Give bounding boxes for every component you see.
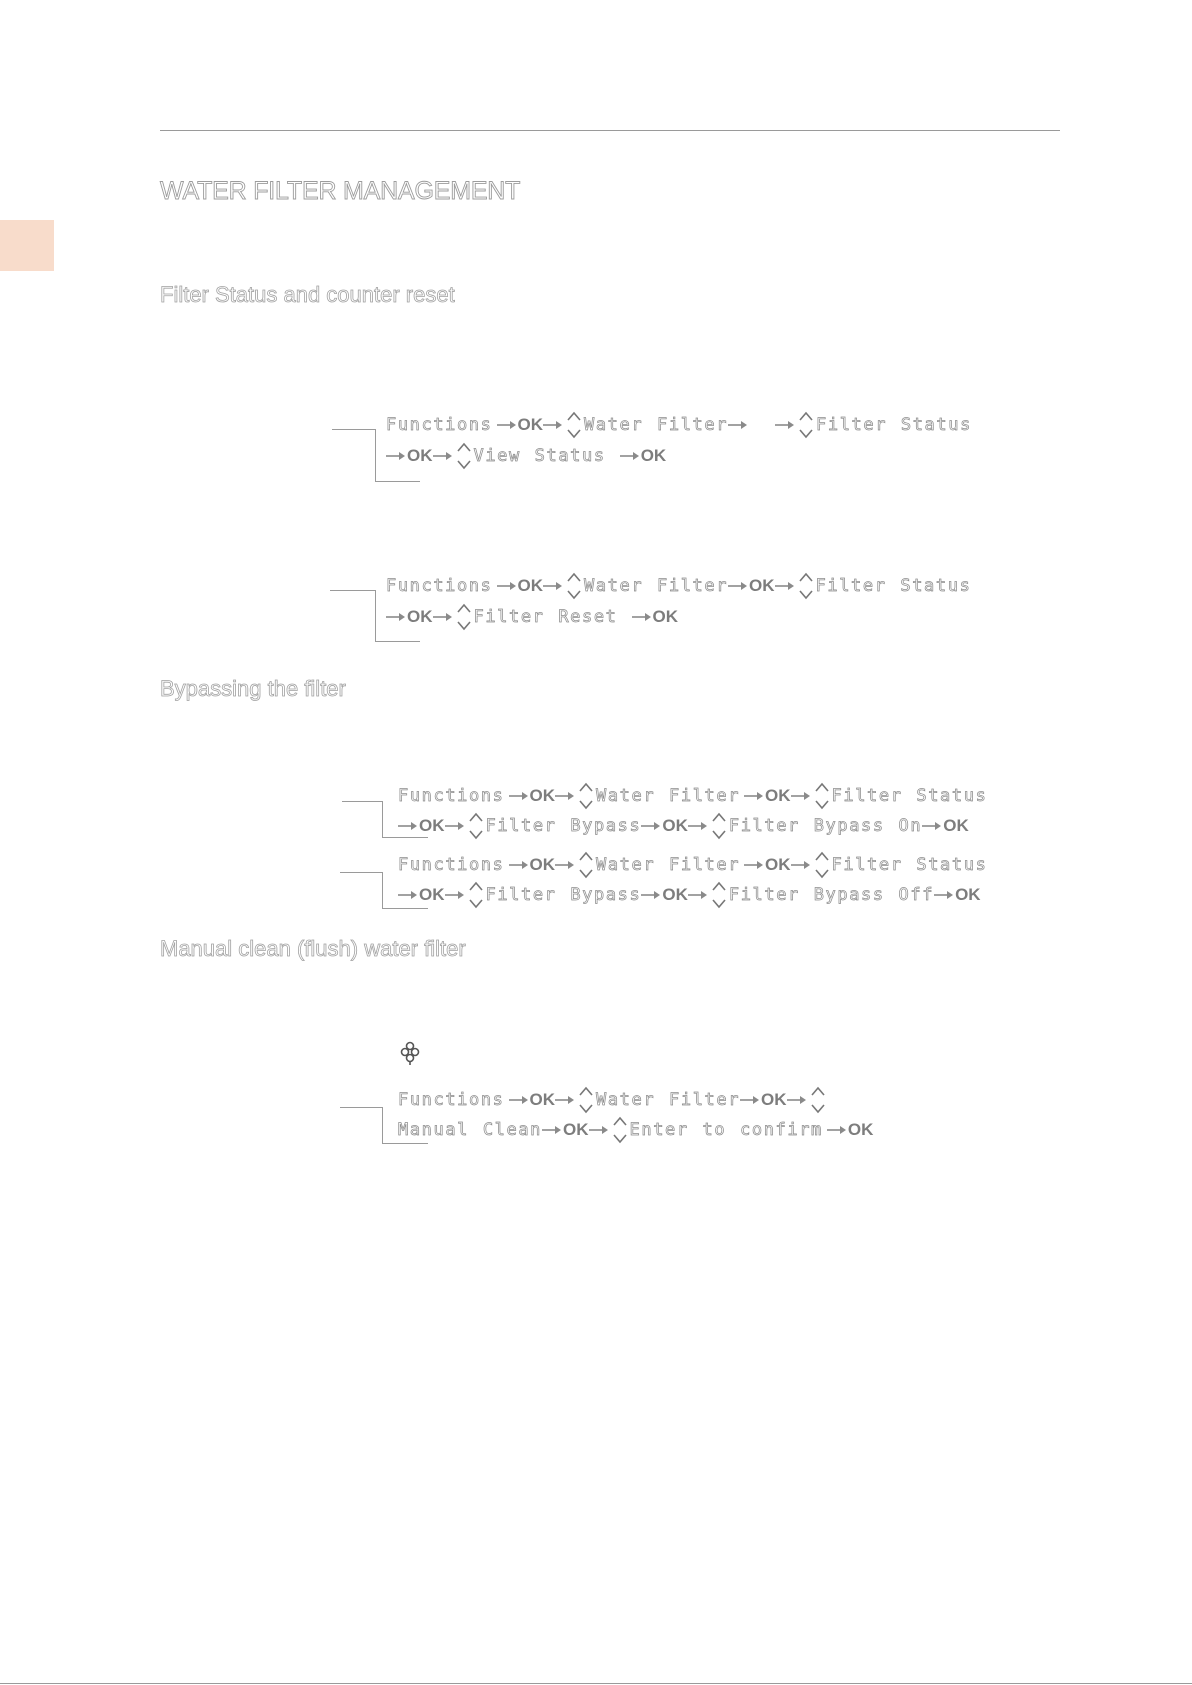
ok-key: OK (529, 855, 556, 874)
ok-key: OK (407, 607, 433, 626)
right-arrow-icon (744, 859, 765, 871)
footer-rule (0, 1683, 1192, 1684)
section-heading-manual-clean: Manual clean (flush) water filter (160, 936, 466, 961)
up-down-icon (612, 1115, 628, 1145)
side-tab-marker (0, 220, 54, 271)
right-arrow-icon (433, 450, 454, 462)
menu-functions: Functions (398, 855, 505, 875)
flow-bracket (340, 872, 383, 909)
up-down-icon (468, 811, 484, 841)
right-arrow-icon (620, 450, 641, 462)
ok-key: OK (563, 1120, 589, 1139)
ok-key: OK (407, 446, 433, 465)
ok-key: OK (419, 885, 445, 904)
up-down-icon (578, 1085, 594, 1115)
header-rule (160, 130, 1060, 131)
right-arrow-icon (775, 580, 796, 592)
menu-filter-bypass: Filter Bypass (485, 885, 642, 905)
right-arrow-icon (398, 820, 419, 832)
ok-key: OK (943, 816, 969, 835)
flow-bypass-off-line-1 (398, 850, 987, 880)
menu-view-status: View Status (473, 446, 606, 466)
ok-key: OK (517, 576, 544, 595)
menu-enter-to-confirm: Enter to confirm (629, 1120, 823, 1140)
up-down-icon (468, 880, 484, 910)
ok-key: OK (652, 607, 679, 626)
up-down-icon (566, 571, 582, 601)
right-arrow-icon (398, 889, 419, 901)
right-arrow-icon (543, 580, 564, 592)
right-arrow-icon (787, 1094, 808, 1106)
right-arrow-icon (775, 419, 796, 431)
page-title: WATER FILTER MANAGEMENT (160, 177, 521, 205)
flow-filter-reset-line-1 (386, 571, 971, 601)
flow-bypass-off-line-2 (398, 880, 981, 910)
flow-manual-clean-line-2 (398, 1115, 873, 1145)
ok-key: OK (765, 786, 791, 805)
up-down-icon (798, 410, 814, 440)
right-arrow-icon (934, 889, 955, 901)
menu-filter-status: Filter Status (815, 576, 972, 596)
right-arrow-icon (543, 419, 564, 431)
up-down-icon (456, 602, 472, 632)
right-arrow-icon (922, 820, 943, 832)
ok-key: OK (529, 1090, 556, 1109)
menu-water-filter: Water Filter (584, 576, 729, 596)
menu-filter-bypass-on: Filter Bypass On (728, 816, 923, 836)
right-arrow-icon (555, 859, 576, 871)
right-arrow-icon (740, 1094, 761, 1106)
menu-filter-status: Filter Status (816, 415, 972, 435)
right-arrow-icon (386, 611, 407, 623)
ok-key: OK (419, 816, 445, 835)
menu-functions: Functions (398, 786, 505, 806)
menu-filter-reset: Filter Reset (473, 607, 618, 627)
menu-functions: Functions (398, 1090, 505, 1110)
menu-water-filter: Water Filter (584, 415, 729, 435)
right-arrow-icon (555, 790, 576, 802)
ok-key: OK (765, 855, 791, 874)
right-arrow-icon (641, 820, 662, 832)
right-arrow-icon (445, 889, 466, 901)
up-down-icon (578, 781, 594, 811)
right-arrow-icon (497, 419, 518, 431)
ok-key: OK (640, 446, 667, 465)
right-arrow-icon (509, 859, 530, 871)
right-arrow-icon (497, 580, 518, 592)
flow-view-status-line-2 (386, 441, 666, 471)
flow-bracket (330, 590, 376, 642)
menu-water-filter: Water Filter (596, 855, 741, 875)
right-arrow-icon (641, 889, 662, 901)
flow-view-status-line-1 (386, 410, 972, 440)
up-down-icon (578, 850, 594, 880)
menu-filter-bypass: Filter Bypass (485, 816, 642, 836)
section-heading-bypass: Bypassing the filter (160, 676, 346, 701)
flush-clean-icon (398, 1040, 422, 1066)
ok-key: OK (662, 816, 688, 835)
up-down-icon (456, 441, 472, 471)
section-heading-filter-status: Filter Status and counter reset (160, 282, 455, 307)
menu-filter-bypass-off: Filter Bypass Off (728, 885, 935, 905)
flow-bypass-on-line-2 (398, 811, 969, 841)
flow-bracket (342, 801, 383, 838)
menu-filter-status: Filter Status (831, 855, 988, 875)
right-arrow-icon (728, 419, 749, 431)
flow-bracket (340, 1107, 383, 1144)
right-arrow-icon (509, 1094, 530, 1106)
right-arrow-icon (555, 1094, 576, 1106)
ok-key: OK (529, 786, 556, 805)
right-arrow-icon (433, 611, 454, 623)
up-down-icon (810, 1085, 826, 1115)
ok-key: OK (662, 885, 688, 904)
up-down-icon (798, 571, 814, 601)
menu-water-filter: Water Filter (596, 1090, 741, 1110)
right-arrow-icon (791, 859, 812, 871)
right-arrow-icon (827, 1124, 848, 1136)
right-arrow-icon (386, 450, 407, 462)
right-arrow-icon (791, 790, 812, 802)
ok-key: OK (761, 1090, 787, 1109)
right-arrow-icon (589, 1124, 610, 1136)
flow-bracket-tail (375, 641, 420, 642)
right-arrow-icon (728, 580, 749, 592)
up-down-icon (814, 781, 830, 811)
flow-manual-clean-line-1 (398, 1085, 828, 1115)
ok-key: OK (517, 415, 544, 434)
right-arrow-icon (744, 790, 765, 802)
menu-functions: Functions (386, 415, 493, 435)
right-arrow-icon (509, 790, 530, 802)
right-arrow-icon (542, 1124, 563, 1136)
up-down-icon (711, 880, 727, 910)
up-down-icon (711, 811, 727, 841)
menu-manual-clean: Manual Clean (398, 1120, 543, 1140)
up-down-icon (814, 850, 830, 880)
ok-key: OK (749, 576, 775, 595)
right-arrow-icon (632, 611, 653, 623)
flow-bracket-tail (375, 481, 420, 482)
ok-key: OK (847, 1120, 874, 1139)
menu-water-filter: Water Filter (596, 786, 741, 806)
right-arrow-icon (445, 820, 466, 832)
right-arrow-icon (688, 820, 709, 832)
flow-filter-reset-line-2 (386, 602, 678, 632)
flow-bypass-on-line-1 (398, 781, 987, 811)
up-down-icon (566, 410, 582, 440)
right-arrow-icon (688, 889, 709, 901)
ok-key: OK (955, 885, 981, 904)
menu-filter-status: Filter Status (831, 786, 988, 806)
menu-functions: Functions (386, 576, 493, 596)
flow-bracket (332, 429, 376, 482)
